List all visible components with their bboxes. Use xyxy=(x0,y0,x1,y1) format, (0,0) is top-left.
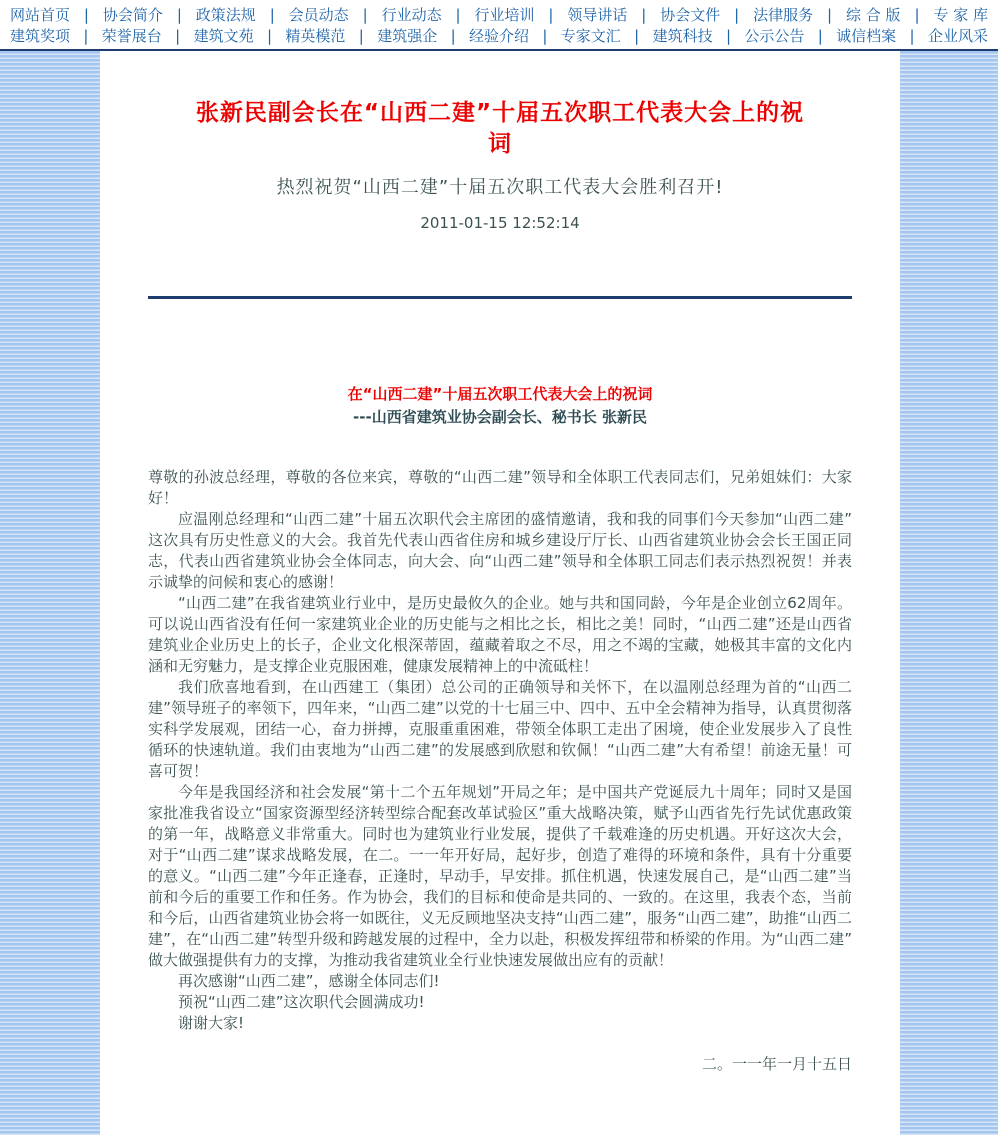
main-area xyxy=(0,51,998,1135)
nav-link[interactable]: 企业风采 xyxy=(927,27,988,45)
nav-separator: | xyxy=(725,26,732,45)
nav-link[interactable]: 行业培训 xyxy=(474,6,535,24)
paragraph: 预祝“山西二建”这次职代会圆满成功! xyxy=(178,993,425,1011)
closing-date: 二。一一年一月十五日 xyxy=(701,1055,852,1073)
divider-rule xyxy=(148,296,852,299)
nav-separator: | xyxy=(450,26,456,45)
nav-link[interactable]: 经验介绍 xyxy=(468,27,529,45)
speech-heading: 在“山西二建”十届五次职工代表大会上的祝词 xyxy=(347,385,653,403)
nav-separator: | xyxy=(734,5,740,24)
article-subtitle: 热烈祝贺“山西二建”十届五次职工代表大会胜利召开! xyxy=(276,177,724,198)
nav-link[interactable]: 诚信档案 xyxy=(836,27,897,45)
article-content xyxy=(100,51,900,1135)
nav-link[interactable]: 法律服务 xyxy=(753,6,814,24)
article-title: 张新民副会长在“山西二建”十届五次职工代表大会上的祝词 xyxy=(195,100,805,157)
nav-link[interactable]: 领导讲话 xyxy=(567,6,628,24)
nav-row-1 xyxy=(0,4,998,25)
paragraph: 应温刚总经理和“山西二建”十届五次职代会主席团的盛情邀请，我和我的同事们今天参加“山西二建”这次具有历史性意义的大会。我首先代表山西省住房和城乡建设厅厅长、山西省建筑业协会会长王国正同志，代表山西省建筑业协会全体同志，向大会、向“山西二建”领导和全体职工同志们表示热烈祝贺！并表示诚挚的问候和衷心的感谢！ xyxy=(148,510,852,591)
nav-link[interactable]: 专家文汇 xyxy=(560,27,621,45)
nav-separator: | xyxy=(914,5,920,24)
nav-separator: | xyxy=(269,5,275,24)
nav-separator: | xyxy=(542,26,548,45)
nav-separator: | xyxy=(175,26,181,45)
nav-link[interactable]: 建筑文苑 xyxy=(193,27,254,45)
article-datetime: 2011-01-15 12:52:14 xyxy=(420,214,580,232)
nav-separator: | xyxy=(548,5,554,24)
right-stripe-background xyxy=(900,51,998,1135)
left-stripe-background xyxy=(0,51,100,1135)
nav-separator: | xyxy=(83,5,89,24)
nav-separator: | xyxy=(827,5,833,24)
nav-separator: | xyxy=(358,26,364,45)
paragraph: 再次感谢“山西二建”，感谢全体同志们! xyxy=(178,972,440,990)
top-navigation xyxy=(0,0,998,51)
nav-link[interactable]: 专 家 库 xyxy=(933,6,988,24)
nav-separator: | xyxy=(362,5,368,24)
nav-link[interactable]: 精英模范 xyxy=(285,27,346,45)
nav-separator: | xyxy=(817,26,823,45)
paragraph: 今年是我国经济和社会发展“第十二个五年规划”开局之年；是中国共产党诞辰九十周年；同时又是国家批准我省设立“国家资源型经济转型综合配套改革试验区”重大战略决策，赋予山西省先行先试优惠政策的第一年，战略意义非常重大。同时也为建筑业行业发展，提供了千载难逢的历史机遇。开好这次大会，对于“山西二建”谋求战略发展，在二。一一年开好局，起好步，创造了难得的环境和条件，具有十分重要的意义。“山西二建”今年正逢春，正逢时，早动手，早安排。抓住机遇，快速发展自己，是“山西二建”当前和今后的重要工作和任务。作为协会，我们的目标和使命是共同的、一致的。在这里，我表个态，当前和今后，山西省建筑业协会将一如既往，义无反顾地坚决支持“山西二建”，服务“山西二建”，助推“山西二建”，在“山西二建”转型升级和跨越发展的过程中，全力以赴，积极发挥纽带和桥梁的作用。为“山西二建”做大做强提供有力的支撑，为推动我省建筑业全行业快速发展做出应有的贡献！ xyxy=(148,783,852,969)
nav-row-2 xyxy=(0,25,998,46)
nav-link[interactable]: 综 合 版 xyxy=(846,6,901,24)
nav-link[interactable]: 政策法规 xyxy=(195,6,256,24)
nav-link[interactable]: 协会简介 xyxy=(102,6,163,24)
nav-link[interactable]: 会员动态 xyxy=(288,6,349,24)
nav-link[interactable]: 协会文件 xyxy=(660,6,721,24)
nav-link[interactable]: 建筑科技 xyxy=(652,27,713,45)
nav-separator: | xyxy=(634,26,640,45)
nav-separator: | xyxy=(455,5,461,24)
nav-separator: | xyxy=(266,26,273,45)
paragraph: 我们欣喜地看到，在山西建工（集团）总公司的正确领导和关怀下，在以温刚总经理为首的“山西二建”领导班子的率领下，四年来，“山西二建”以党的十七届三中、四中、五中全会精神为指导，认真贯彻落实科学发展观，团结一心，奋力拼搏，克服重重困难，带领全体职工走出了困境，使企业发展步入了良性循环的快速轨道。我们由衷地为“山西二建”的发展感到欣慰和钦佩！“山西二建”大有希望！前途无量！可喜可贺！ xyxy=(148,678,852,780)
nav-link[interactable]: 荣誉展台 xyxy=(101,27,162,45)
paragraph: 尊敬的孙波总经理，尊敬的各位来宾，尊敬的“山西二建”领导和全体职工代表同志们，兄弟姐妹们：大家好！ xyxy=(148,468,852,507)
nav-separator: | xyxy=(641,5,647,24)
paragraph: 谢谢大家! xyxy=(178,1014,245,1032)
nav-link[interactable]: 公示公告 xyxy=(744,27,805,45)
nav-link[interactable]: 网站首页 xyxy=(10,6,71,24)
nav-separator: | xyxy=(83,26,89,45)
speech-body xyxy=(148,467,852,1034)
paragraph: “山西二建”在我省建筑业行业中，是历史最攸久的企业。她与共和国同龄，今年是企业创立62周年。可以说山西省没有任何一家建筑业企业的历史能与之相比之长，相比之美！同时，“山西二建”还是山西省建筑业企业历史上的长子，企业文化根深蒂固，蕴藏着取之不尽，用之不竭的宝藏，她极其丰富的文化内涵和无穷魅力，是支撑企业克服困难，健康发展精神上的中流砥柱！ xyxy=(148,594,852,675)
nav-link[interactable]: 建筑奖项 xyxy=(10,27,71,45)
nav-separator: | xyxy=(909,26,915,45)
speech-byline: ---山西省建筑业协会副会长、秘书长 张新民 xyxy=(353,408,647,426)
nav-link[interactable]: 行业动态 xyxy=(381,6,442,24)
nav-separator: | xyxy=(176,5,182,24)
nav-link[interactable]: 建筑强企 xyxy=(377,27,438,45)
